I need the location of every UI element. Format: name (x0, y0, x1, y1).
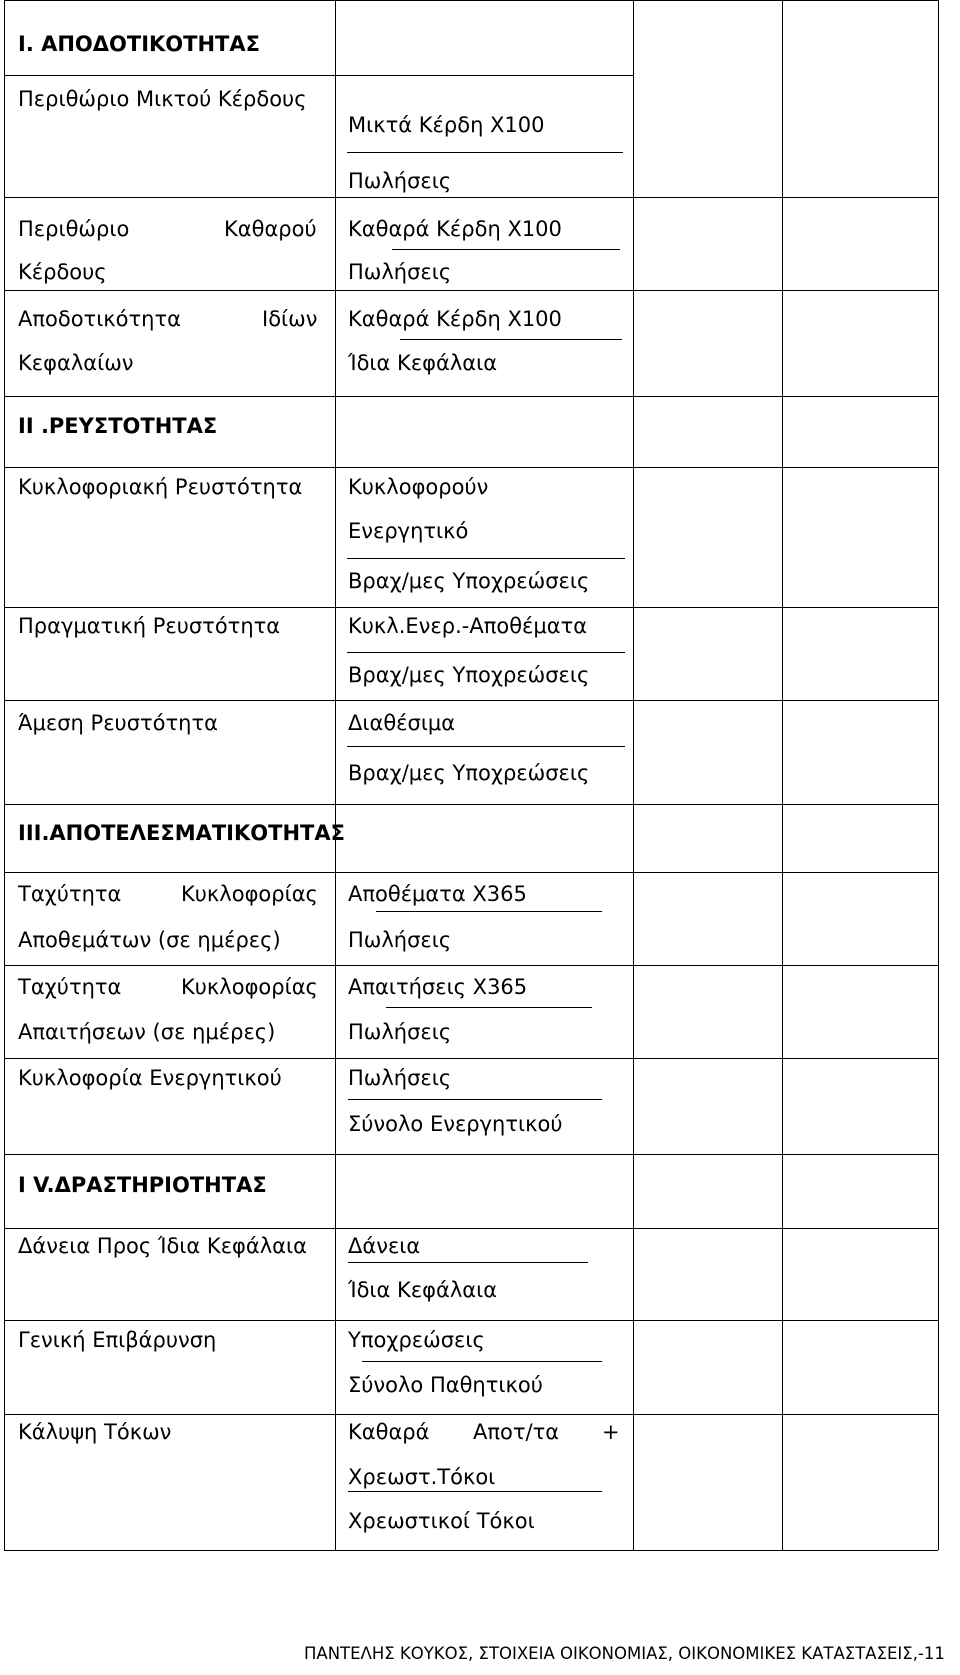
ratio-label: Κυκλοφοριακή Ρευστότητα (18, 475, 303, 499)
row-divider (4, 1414, 938, 1415)
row-divider (4, 804, 938, 805)
ratio-denominator: Σύνολο Ενεργητικού (348, 1112, 563, 1136)
ratio-label: Κάλυψη Τόκων (18, 1420, 172, 1444)
table-border-top (4, 0, 938, 1)
row-divider (4, 1228, 938, 1229)
ratio-label: Κυκλοφορία Ενεργητικού (18, 1066, 282, 1090)
ratio-label-word: Κυκλοφορίας (181, 975, 318, 999)
ratio-numerator-word: + (602, 1420, 620, 1444)
row-divider (4, 1058, 938, 1059)
table-border-left (4, 0, 5, 1550)
fraction-line (386, 1007, 592, 1008)
ratio-numerator: Χρεωστ.Τόκοι (348, 1465, 496, 1489)
row-divider (4, 197, 938, 198)
ratio-label-word: Αποδοτικότητα (18, 307, 181, 331)
fraction-line (348, 1262, 588, 1263)
ratio-numerator: Κυκλ.Ενερ.-Αποθέματα (348, 614, 588, 638)
ratio-denominator: Ίδια Κεφάλαια (348, 351, 498, 375)
row-divider (4, 965, 938, 966)
fraction-line (400, 339, 622, 340)
fraction-line (347, 652, 625, 653)
ratio-denominator: Βραχ/μες Υποχρεώσεις (348, 761, 590, 785)
fraction-line (376, 911, 602, 912)
fraction-line (347, 152, 623, 153)
page-footer: ΠΑΝΤΕΛΗΣ ΚΟΥΚΟΣ, ΣΤΟΙΧΕΙΑ ΟΙΚΟΝΟΜΙΑΣ, ΟΙΚΟΝΟΜΙΚΕΣ ΚΑΤΑΣΤΑΣΕΙΣ,-11 (304, 1644, 945, 1663)
ratio-label-word: Ιδίων (262, 307, 318, 331)
ratio-label-word: Κεφαλαίων (18, 351, 134, 375)
ratio-label: Γενική Επιβάρυνση (18, 1328, 217, 1352)
ratio-denominator: Βραχ/μες Υποχρεώσεις (348, 569, 590, 593)
fraction-line (347, 746, 625, 747)
ratio-denominator: Βραχ/μες Υποχρεώσεις (348, 663, 590, 687)
ratio-label: Δάνεια Προς Ίδια Κεφάλαια (18, 1234, 307, 1258)
ratio-numerator-word: Αποτ/τα (473, 1420, 560, 1444)
ratio-label-word: Περιθώριο (18, 217, 130, 241)
ratio-denominator: Πωλήσεις (348, 1020, 452, 1044)
fraction-line (362, 1361, 602, 1362)
section-heading: Ι V.ΔΡΑΣΤΗΡΙΟΤΗΤΑΣ (18, 1173, 267, 1197)
ratio-denominator: Σύνολο Παθητικού (348, 1373, 543, 1397)
section-heading: ΙΙ .ΡΕΥΣΤΟΤΗΤΑΣ (18, 414, 218, 438)
ratio-numerator: Πωλήσεις (348, 1066, 452, 1090)
fraction-line (347, 558, 625, 559)
ratio-label-word: Κέρδους (18, 260, 107, 284)
row-divider (4, 75, 633, 76)
ratio-label-word: Ταχύτητα (18, 882, 122, 906)
row-divider (4, 1320, 938, 1321)
ratio-label: Περιθώριο Μικτού Κέρδους (18, 87, 307, 111)
row-divider (4, 607, 938, 608)
ratio-denominator: Πωλήσεις (348, 260, 452, 284)
ratio-numerator: Κυκλοφορούν (348, 475, 489, 499)
table-border-right (938, 0, 939, 1550)
fraction-line (348, 1491, 602, 1492)
section-heading: ΙΙΙ.ΑΠΟΤΕΛΕΣΜΑΤΙΚΟΤΗΤΑΣ (18, 821, 345, 845)
ratio-numerator: Δάνεια (348, 1234, 421, 1258)
ratios-table (4, 0, 940, 1550)
row-divider (4, 467, 938, 468)
ratio-label-word: Κυκλοφορίας (181, 882, 318, 906)
ratio-label-word: Ταχύτητα (18, 975, 122, 999)
fraction-line (348, 1099, 602, 1100)
row-divider (4, 290, 938, 291)
fraction-line (392, 249, 620, 250)
ratio-numerator: Υποχρεώσεις (348, 1328, 485, 1352)
ratio-numerator: Καθαρά Κέρδη Χ100 (348, 217, 562, 241)
column-divider-2 (633, 0, 634, 1550)
section-heading: Ι. ΑΠΟΔΟΤΙΚΟΤΗΤΑΣ (18, 32, 260, 56)
ratio-denominator: Ίδια Κεφάλαια (348, 1278, 498, 1302)
ratio-label-word: Αποθεμάτων (σε ημέρες) (18, 928, 281, 952)
table-border-bottom (4, 1550, 938, 1551)
ratio-numerator: Διαθέσιμα (348, 711, 456, 735)
ratio-label-word: Απαιτήσεων (σε ημέρες) (18, 1020, 276, 1044)
row-divider (4, 396, 938, 397)
ratio-denominator: Χρεωστικοί Τόκοι (348, 1509, 535, 1533)
ratio-numerator: Καθαρά Κέρδη Χ100 (348, 307, 562, 331)
ratio-label: Πραγματική Ρευστότητα (18, 614, 281, 638)
column-divider-1 (335, 0, 336, 1550)
ratio-label-word: Καθαρού (224, 217, 317, 241)
ratio-numerator-word: Καθαρά (348, 1420, 430, 1444)
ratio-label: Άμεση Ρευστότητα (18, 711, 218, 735)
ratio-numerator: Μικτά Κέρδη Χ100 (348, 113, 545, 137)
ratio-numerator: Ενεργητικό (348, 519, 469, 543)
ratio-numerator: Απαιτήσεις Χ365 (348, 975, 528, 999)
ratio-numerator: Αποθέματα Χ365 (348, 882, 527, 906)
ratio-denominator: Πωλήσεις (348, 928, 452, 952)
column-divider-3 (782, 0, 783, 1550)
row-divider (4, 872, 938, 873)
ratio-denominator: Πωλήσεις (348, 169, 452, 193)
row-divider (4, 1154, 938, 1155)
row-divider (4, 700, 938, 701)
